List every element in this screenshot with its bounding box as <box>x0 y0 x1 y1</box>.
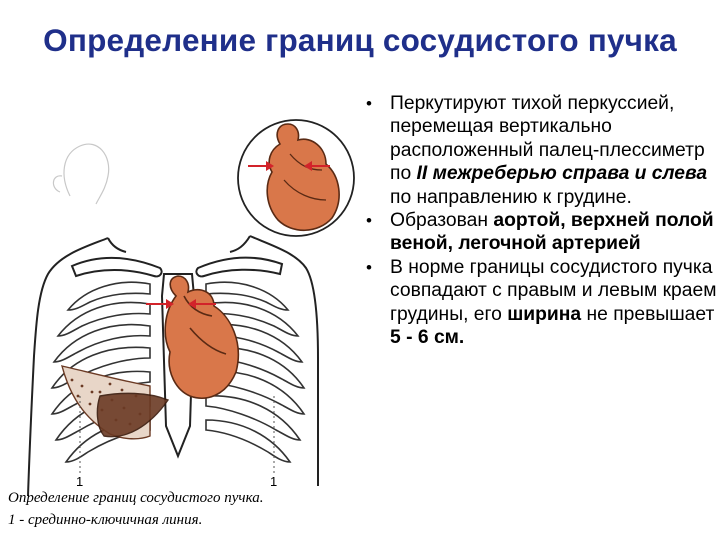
heart-inset <box>238 120 354 236</box>
bullet-1-part-3: по направлению к грудине. <box>390 186 632 208</box>
bullet-3-part-3: не превышает <box>581 303 715 325</box>
bullet-1-part-2: II межреберью справа и слева <box>416 163 708 185</box>
caption-line-2: 1 - срединно-ключичная линия. <box>8 512 203 528</box>
figure-caption <box>8 487 368 531</box>
midclavicular-label-left: 1 <box>76 474 84 489</box>
bullet-item-formation <box>358 209 718 256</box>
head-outline <box>53 144 108 204</box>
bullet-3-part-4: 5 - 6 см. <box>390 327 465 349</box>
bullet-2-part-2: аортой, верхней полой веной, легочной артерией <box>390 210 714 255</box>
bullet-item-normal-width <box>358 256 718 350</box>
chest-drawing <box>0 96 360 540</box>
bullet-3-part-1: В норме границы сосудистого пучка совпадают с правым и левым краем грудины, его <box>390 256 717 325</box>
bullet-3-part-2: ширина <box>507 303 582 325</box>
bullet-list <box>358 92 718 349</box>
chest-percussion-illustration <box>0 96 360 540</box>
bullet-2-part-1: Образован <box>390 210 494 232</box>
heart-in-chest <box>165 276 238 398</box>
bullet-1-part-1: Перкутируют тихой перкуссией, перемещая вертикально расположенный палец-плессиметр по <box>390 93 705 185</box>
slide-title: Определение границ сосудистого пучка <box>43 22 677 58</box>
liver-region <box>97 393 168 436</box>
bullet-dot-icon: • <box>366 257 372 277</box>
midclavicular-label-right: 1 <box>270 474 278 489</box>
bullet-dot-icon: • <box>366 94 372 113</box>
caption-line-1: Определение границ сосудистого пучка. <box>8 490 264 506</box>
bullet-dot-icon: • <box>366 211 372 231</box>
bullet-item-percussion-technique <box>358 92 718 209</box>
